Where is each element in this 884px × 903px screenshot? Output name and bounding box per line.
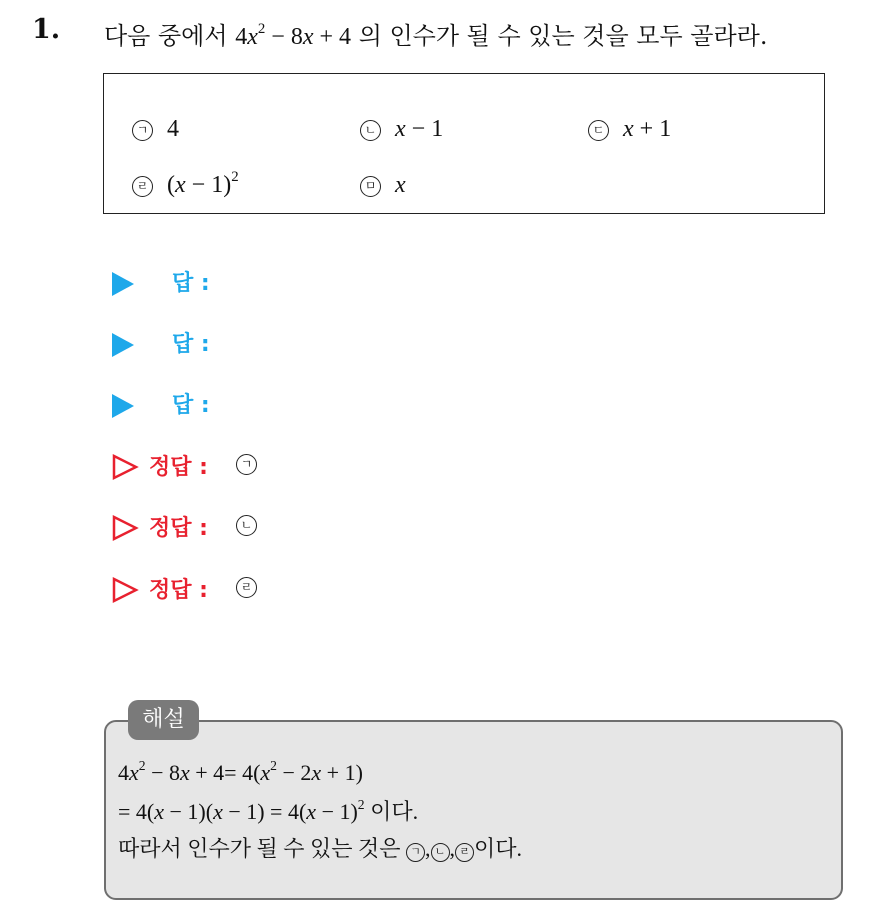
choice-var: x — [623, 116, 634, 142]
exp-marker: ㄱ — [406, 843, 425, 862]
exp-var: x — [129, 760, 139, 785]
exp-text: − 1)( — [164, 799, 214, 824]
question-number: 1. — [32, 14, 61, 45]
choice-item — [132, 116, 179, 143]
choice-var: x — [175, 172, 186, 198]
choice-text: + 1 — [633, 116, 672, 142]
exp-marker: ㄹ — [455, 843, 474, 862]
exp-text: = 4( — [118, 799, 155, 824]
explanation-tab: 해설 — [128, 700, 199, 740]
choice-text: 4 — [167, 116, 179, 142]
play-arrow-icon — [112, 394, 134, 418]
question-text-before: 다음 중에서 — [104, 22, 228, 50]
exp-text: − 1) — [316, 799, 358, 824]
question-expression — [235, 20, 352, 50]
choice-exponent: 2 — [231, 168, 239, 185]
outline-arrow-icon — [111, 514, 139, 542]
exp-var: x — [213, 799, 223, 824]
choice-marker: ㄷ — [588, 120, 609, 141]
choice-item — [360, 116, 443, 143]
exp-text: − 8 — [145, 760, 180, 785]
choice-item — [132, 168, 239, 199]
correct-answer-marker: ㄱ — [236, 454, 257, 475]
exp-text: 이다. — [474, 836, 523, 861]
exp-var: x — [154, 799, 164, 824]
correct-answer-marker: ㄹ — [236, 577, 257, 598]
choice-var: x — [395, 172, 406, 198]
answer-label: 답 : — [172, 271, 210, 296]
choice-text: − 1 — [405, 116, 444, 142]
explanation-line-3 — [118, 832, 522, 863]
question-text-after: 의 인수가 될 수 있는 것을 모두 골라라. — [358, 22, 768, 50]
choice-marker: ㅁ — [360, 176, 381, 197]
expr-coef: 4 — [235, 24, 248, 50]
correct-answer-marker: ㄴ — [236, 515, 257, 536]
play-arrow-icon — [112, 333, 134, 357]
choice-marker: ㄴ — [360, 120, 381, 141]
question-text — [104, 16, 767, 51]
choice-item — [360, 172, 406, 199]
exp-var: x — [306, 799, 317, 824]
correct-answer-label: 정답 : — [149, 455, 208, 480]
expr-mid: − 8 — [265, 24, 303, 50]
choice-text: ( — [167, 172, 175, 198]
expr-var: x — [247, 24, 258, 50]
answer-label: 답 : — [172, 332, 210, 357]
outline-arrow-icon — [111, 576, 139, 604]
correct-answer-label: 정답 : — [149, 578, 208, 603]
exp-text: 따라서 인수가 될 수 있는 것은 — [118, 836, 407, 861]
choice-marker: ㄱ — [132, 120, 153, 141]
exp-text: 4 — [118, 760, 129, 785]
correct-answer-label: 정답 : — [149, 516, 208, 541]
expr-tail: + 4 — [313, 24, 352, 50]
exp-exponent: 2 — [138, 757, 146, 773]
exp-text: + 4= 4( — [189, 760, 261, 785]
play-arrow-icon — [112, 272, 134, 296]
answer-label: 답 : — [172, 393, 210, 418]
exp-exponent: 2 — [270, 757, 277, 773]
exp-var: x — [311, 760, 322, 785]
choice-var: x — [395, 116, 406, 142]
exp-text: , — [449, 836, 456, 861]
outline-arrow-icon — [111, 453, 139, 481]
expr-var: x — [302, 24, 314, 50]
choice-item — [588, 116, 671, 143]
exp-exponent: 2 — [357, 796, 365, 812]
expr-exponent: 2 — [257, 20, 266, 37]
exp-text: + 1) — [321, 760, 363, 785]
exp-text: − 1) = 4( — [222, 799, 307, 824]
exp-var: x — [180, 760, 190, 785]
choice-box — [103, 73, 825, 214]
explanation-line-2 — [118, 795, 418, 826]
choice-text: − 1) — [185, 172, 232, 198]
exp-text: 이다. — [364, 799, 419, 824]
exp-text: − 2 — [276, 760, 312, 785]
exp-text: , — [425, 836, 431, 861]
explanation-line-1 — [118, 757, 363, 786]
exp-var: x — [260, 760, 271, 785]
exp-marker: ㄴ — [431, 843, 450, 862]
choice-marker: ㄹ — [132, 176, 153, 197]
